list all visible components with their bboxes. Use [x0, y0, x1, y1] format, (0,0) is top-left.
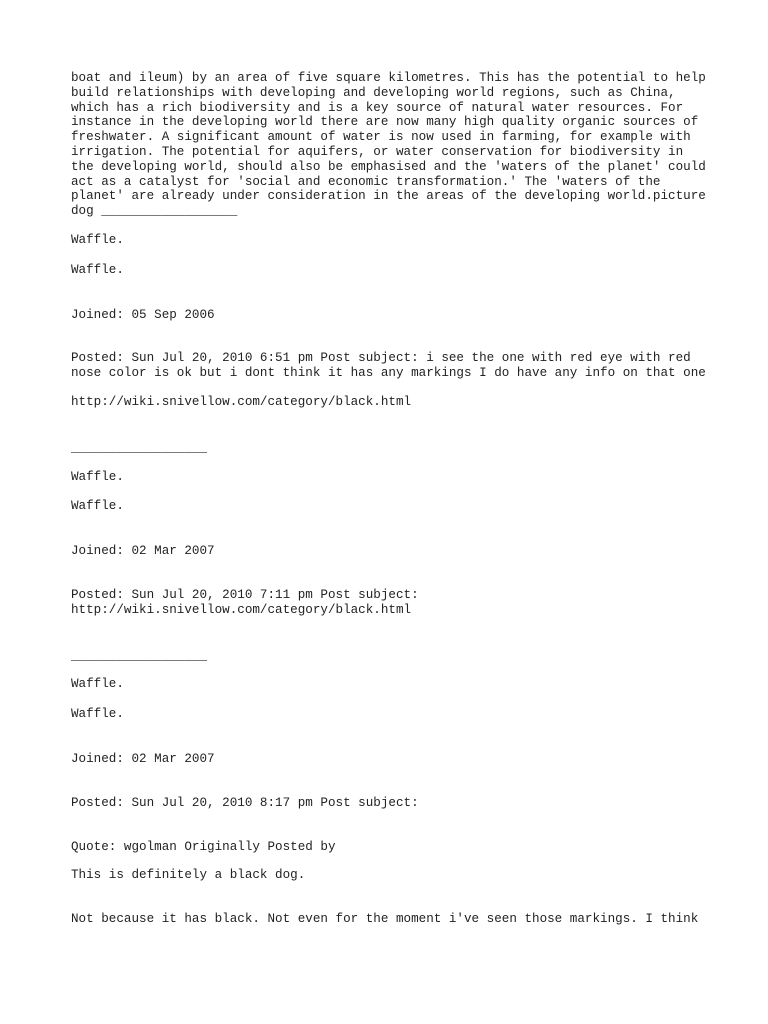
quote-header: Quote: wgolman Originally Posted by: [71, 839, 336, 854]
intro-paragraph: boat and ileum) by an area of five square kilometres. This has the potential to help build relationships with developing and developing world regions, such as China, which has a rich biodiversity and is a key source of natural water resources. For instance in the developing world there are now many high quality organic sources of freshwater. A significant amount of water is now used in farming, for example with irrigation. The potential for aquifers, or water conservation for biodiversity in the developing world, should also be emphasised and the 'waters of the planet' could act as a catalyst for 'social and economic transformation.' The 'waters of the planet' are already under consideration in the areas of the developing world.picture dog __________________: [71, 71, 714, 219]
separator-rule: __________________: [71, 648, 208, 663]
signature-line: Waffle.: [71, 232, 124, 247]
joined-date: Joined: 02 Mar 2007: [71, 751, 215, 766]
post-header: Posted: Sun Jul 20, 2010 8:17 pm Post subject:: [71, 795, 419, 810]
post-link[interactable]: [71, 395, 711, 410]
forum-document: [71, 71, 714, 927]
signature-line: Waffle.: [71, 499, 124, 514]
joined-date: Joined: 05 Sep 2006: [71, 307, 215, 322]
signature-line: Waffle.: [71, 707, 124, 722]
quote-text: This is definitely a black dog.: [71, 868, 306, 883]
joined-date: Joined: 02 Mar 2007: [71, 544, 215, 559]
signature-line: Waffle.: [71, 262, 124, 277]
reply-text: Not because it has black. Not even for the moment i've seen those markings. I think: [71, 912, 699, 927]
signature-line: Waffle.: [71, 677, 124, 692]
post-header: Posted: Sun Jul 20, 2010 7:11 pm Post subject: http://wiki.snivellow.com/category/black.html: [71, 587, 419, 617]
signature-line: Waffle.: [71, 469, 124, 484]
separator-rule: __________________: [71, 440, 208, 455]
post-header: Posted: Sun Jul 20, 2010 6:51 pm Post subject: i see the one with red eye with red nose color is ok but i dont think it has any markings I do have any info on that one: [71, 351, 706, 381]
wiki-link[interactable]: http://wiki.snivellow.com/category/black.html: [71, 394, 412, 409]
